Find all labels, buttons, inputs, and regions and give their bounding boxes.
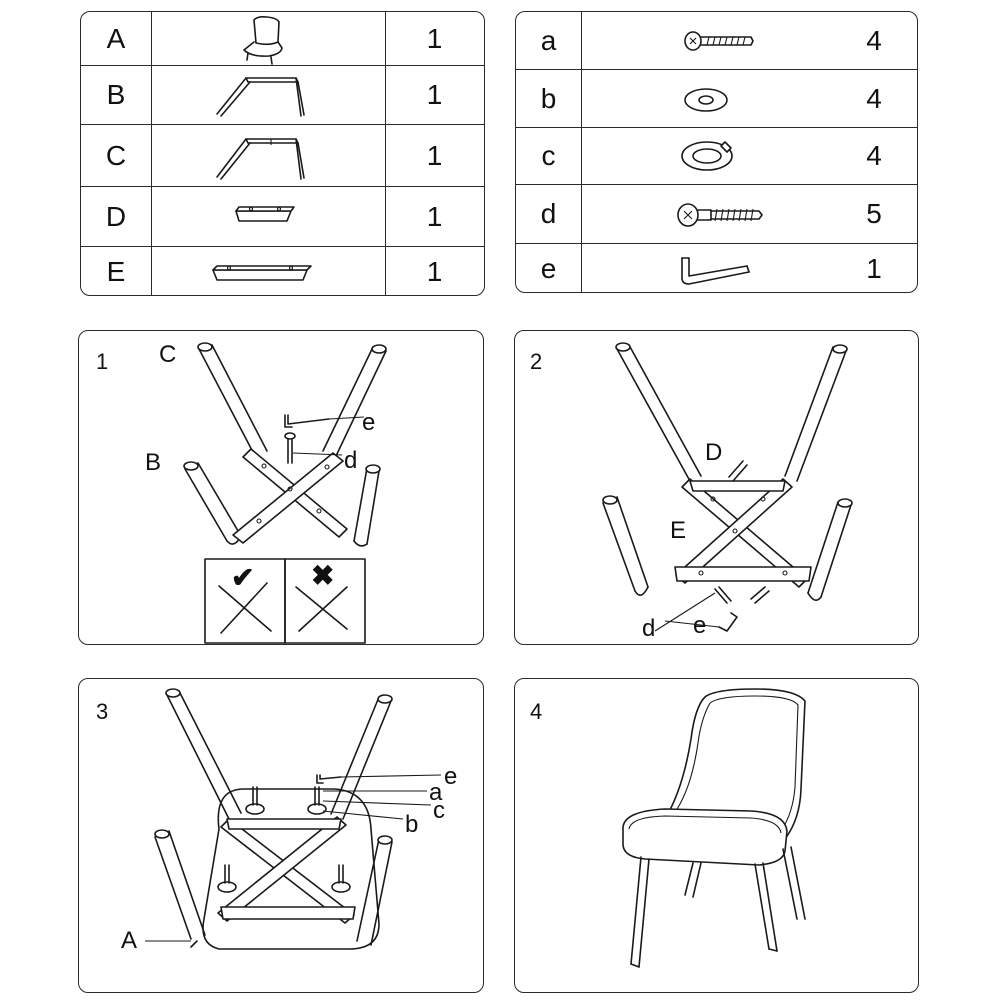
table-row: [81, 247, 484, 296]
table-row: [516, 244, 917, 293]
label-c: c: [433, 797, 445, 824]
label-e: e: [444, 763, 458, 790]
leg-frame-b-icon: [151, 66, 385, 124]
spring-washer-icon: [581, 128, 831, 184]
part-qty: 1: [426, 256, 443, 287]
hardware-qty: 4: [866, 24, 882, 56]
step-2-illustration: [515, 331, 919, 645]
hardware-letter: e: [540, 253, 557, 284]
hardware-qty: 1: [866, 253, 882, 284]
step-2-panel: [514, 330, 919, 645]
step-number: 1: [96, 349, 109, 374]
label-a: a: [429, 779, 443, 806]
table-row: [81, 12, 484, 66]
short-bolt-icon: [581, 12, 831, 69]
flat-washer-icon: [581, 70, 831, 127]
table-row: [516, 12, 917, 70]
table-row: [516, 70, 917, 128]
table-row: [516, 185, 917, 244]
table-row: [81, 187, 484, 247]
part-qty: 1: [426, 22, 443, 54]
main-parts-table: [80, 11, 485, 296]
bracket-e-icon: [151, 247, 385, 296]
label-e: e: [693, 612, 707, 639]
label-c: C: [159, 341, 177, 368]
hardware-letter: b: [540, 82, 557, 114]
step-4-panel: [514, 678, 919, 993]
label-b: b: [405, 811, 419, 838]
hardware-letter: c: [541, 140, 556, 171]
leg-frame-c-icon: [151, 125, 385, 186]
hardware-letter: d: [540, 198, 557, 229]
assembled-chair-illustration: [515, 679, 919, 993]
table-row: [81, 66, 484, 125]
step-1-panel: [78, 330, 484, 645]
part-letter: B: [106, 79, 126, 110]
cross-icon: ✖: [311, 560, 335, 591]
label-a-part: A: [121, 927, 138, 954]
hardware-qty: 5: [866, 198, 882, 229]
label-d: d: [642, 615, 656, 642]
step-number: 2: [530, 349, 543, 374]
step-number: 4: [530, 699, 543, 724]
step-1-illustration: [79, 331, 484, 645]
hardware-letter: a: [540, 24, 557, 56]
part-letter: A: [106, 22, 126, 54]
long-bolt-icon: [581, 185, 831, 243]
label-d: d: [344, 447, 358, 474]
part-letter: E: [106, 256, 126, 287]
part-letter: D: [105, 200, 127, 232]
part-qty: 1: [426, 200, 443, 232]
step-3-panel: [78, 678, 484, 993]
label-e: e: [362, 409, 376, 436]
allen-key-icon: [581, 244, 831, 293]
part-qty: 1: [426, 139, 443, 171]
table-row: [516, 128, 917, 185]
part-qty: 1: [426, 79, 443, 110]
step-number: 3: [96, 699, 109, 724]
table-row: [81, 125, 484, 187]
step-3-illustration: [79, 679, 484, 993]
label-e-part: E: [670, 517, 687, 544]
bracket-d-icon: [151, 187, 385, 246]
chair-seat-icon: [151, 12, 385, 65]
label-d-part: D: [705, 439, 723, 466]
checkmark-icon: ✔: [231, 562, 255, 593]
hardware-table: [515, 11, 918, 293]
hardware-qty: 4: [866, 82, 882, 114]
part-letter: C: [105, 139, 127, 171]
label-b: B: [145, 449, 162, 476]
hardware-qty: 4: [866, 140, 882, 171]
